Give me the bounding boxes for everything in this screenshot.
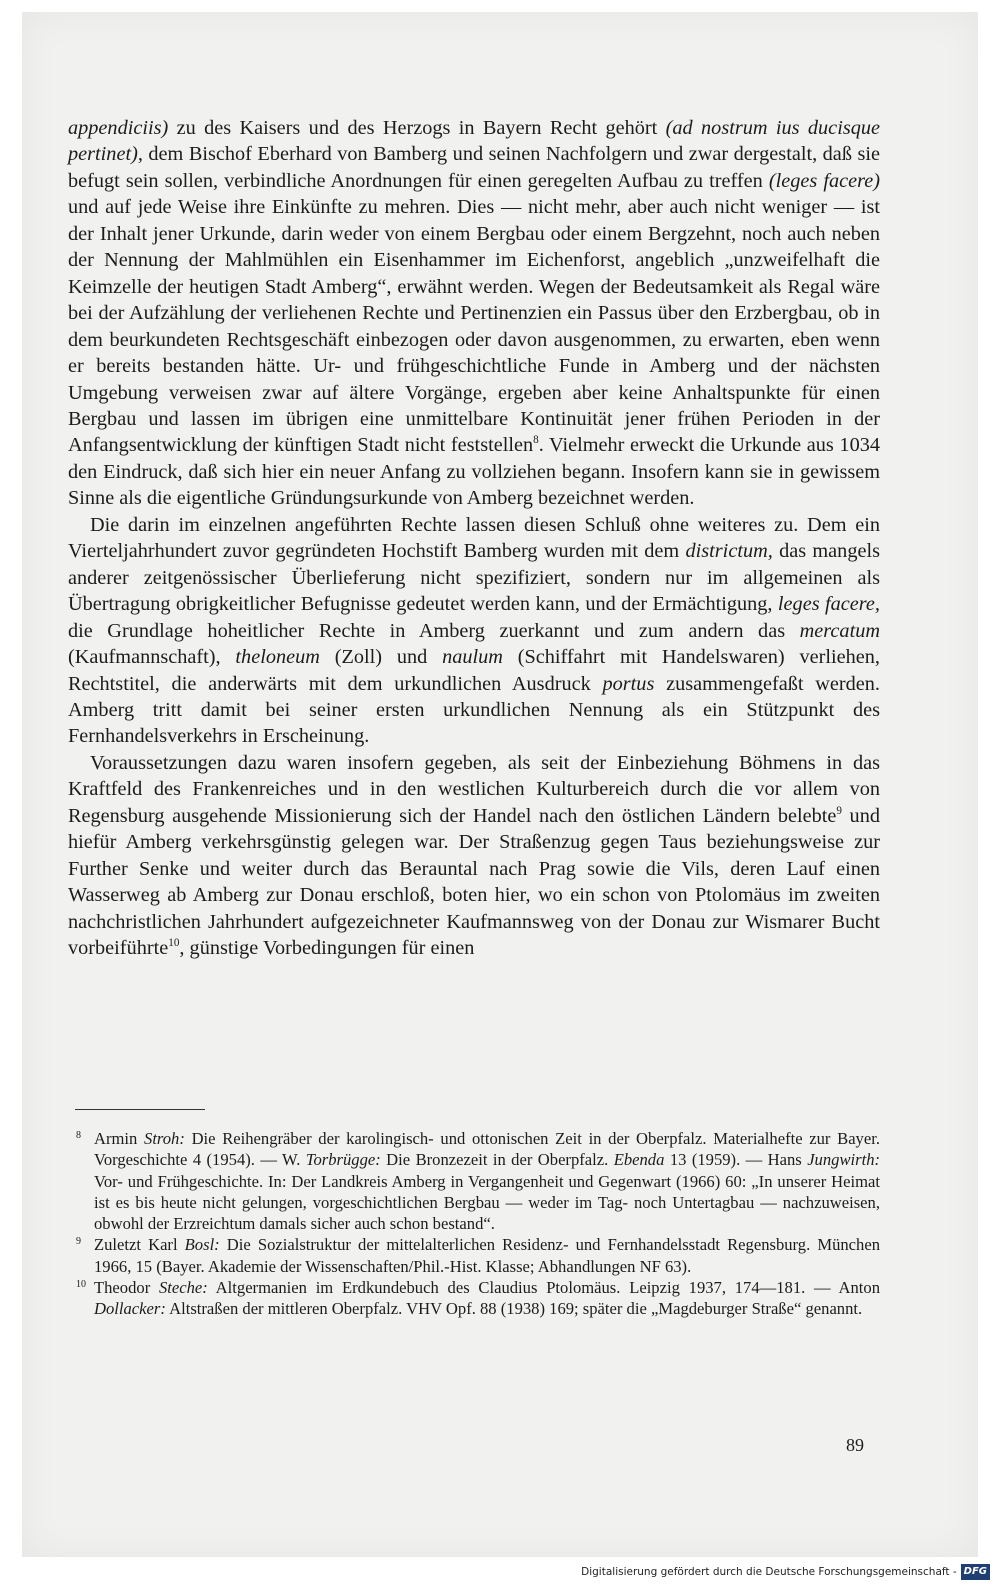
italic-text: naulum xyxy=(442,646,503,669)
footnote-reference: 8 xyxy=(533,434,539,447)
text-run: (Schiffahrt mit Handelswaren) verliehen, Rechtstitel, die anderwärts mit dem urkundlichen Ausdruck xyxy=(68,646,880,695)
footnote-reference: 9 xyxy=(836,804,842,817)
text-run: (Zoll) und xyxy=(319,646,443,669)
footnote-mark: 10 xyxy=(76,1279,86,1291)
footnote-mark: 9 xyxy=(76,1236,81,1248)
italic-text: Bosl: xyxy=(184,1235,220,1255)
footnote-10 xyxy=(76,1277,880,1320)
text-run: dem Bischof Eberhard von Bamberg und seinen Nachfolgern und zwar dergestalt, daß sie befugt sein sollen, verbindliche Anordnungen für einen geregelten Aufbau zu treffen xyxy=(68,143,880,192)
text-run: 13 (1959). — Hans xyxy=(664,1150,808,1170)
italic-text: appendiciis) xyxy=(68,117,169,139)
footnote-text xyxy=(94,1278,880,1318)
text-run: Die Bronzezeit in der Oberpfalz. xyxy=(380,1150,614,1170)
text-run: , günstige Vorbedingungen für einen xyxy=(179,937,475,960)
digitization-credit xyxy=(581,1562,990,1582)
credit-text: Digitalisierung gefördert durch die Deutsche Forschungsgemeinschaft - xyxy=(581,1566,957,1578)
text-run: Vor- und Frühgeschichte. In: Der Landkreis Amberg in Vergangenheit und Gegenwart (1966) 60: „In unserer Heimat ist es bis heute nicht gelungen, vorgeschichtlichen Bergbau — weder im Tag- noch Untertagbau — nachzuweisen, obwohl der Erzreichtum damals sicher auch schon bestand“. xyxy=(94,1171,880,1234)
footnote-mark: 8 xyxy=(76,1130,81,1141)
footnotes xyxy=(76,1128,880,1320)
text-run: Zuletzt Karl xyxy=(94,1235,185,1255)
footnote-rule xyxy=(75,1109,205,1110)
footnote-text xyxy=(94,1129,880,1233)
italic-text: portus xyxy=(602,672,655,695)
footnote-8 xyxy=(76,1128,880,1234)
italic-text: (ad nostrum ius ducisque pertinet), xyxy=(68,117,880,166)
italic-text: Jungwirth: xyxy=(807,1150,881,1170)
text-run: Die Reihengräber der karolingisch- und ottonischen Zeit in der Oberpfalz. Materialhefte zur Bayer. Vorgeschichte 4 (1954). — W. xyxy=(94,1129,880,1170)
paragraph xyxy=(68,512,880,750)
text-run: Altgermanien im Erdkundebuch des Claudius Ptolomäus. Leipzig 1937, 174—181. — Anton xyxy=(207,1278,880,1298)
text-run: das mangels anderer zeitgenössischer Überlieferung nicht spezifiziert, sondern nur im allgemeinen als Übertragung obrigkeitlicher Befugnisse gedeutet werden kann, und der Ermächtigung, xyxy=(68,540,880,616)
body-text xyxy=(68,115,880,962)
italic-text: districtum, xyxy=(685,540,773,563)
text-run: Die Sozialstruktur der mittelalterlichen Residenz- und Fernhandelsstadt Regensburg. München 1966, 15 (Bayer. Akademie der Wissenschaften/Phil.-Hist. Klasse; Abhandlungen NF 63). xyxy=(94,1235,880,1276)
italic-text: Stroh: xyxy=(144,1129,185,1148)
italic-text: Dollacker: xyxy=(94,1299,166,1319)
italic-text: Ebenda xyxy=(613,1150,665,1170)
italic-text: mercatum xyxy=(799,619,880,642)
italic-text: leges facere, xyxy=(777,593,880,616)
text-run: Die darin im einzelnen angeführten Rechte lassen diesen Schluß ohne weiteres zu. Dem ein Vierteljahrhundert zuvor gegründeten Hochstift Bamberg wurden mit dem xyxy=(68,513,880,563)
text-run: die Grundlage hoheitlicher Rechte in Amberg zuerkannt und zum andern das xyxy=(68,619,800,642)
text-run: Armin xyxy=(94,1129,145,1148)
italic-text: Torbrügge: xyxy=(305,1150,381,1170)
footnote-9 xyxy=(76,1234,880,1277)
text-run: Altstraßen der mittleren Oberpfalz. VHV Opf. 88 (1938) 169; später die „Magdeburger Straße“ genannt. xyxy=(165,1299,863,1319)
paragraph xyxy=(68,115,880,512)
text-run: Theodor xyxy=(94,1278,159,1298)
text-run: Voraussetzungen dazu waren insofern gegeben, als seit der Einbeziehung Böhmens in das Kraftfeld des Frankenreiches und in den westlichen Kulturbereich durch die vor allem von Regensburg ausgehende Missionierung sich der Handel nach den östlichen Ländern belebte xyxy=(68,751,880,827)
text-run: zusammengefaßt werden. Amberg tritt damit bei seiner ersten urkundlichen Nennung als ein Stützpunkt des Fernhandelsverkehrs in Erscheinung. xyxy=(68,672,880,748)
page-number: 89 xyxy=(846,1435,864,1455)
footnote-text xyxy=(94,1235,880,1275)
italic-text: theloneum xyxy=(235,646,320,669)
paragraph xyxy=(68,750,880,962)
footnote-reference: 10 xyxy=(168,937,180,950)
text-run: . Vielmehr erweckt die Urkunde aus 1034 den Eindruck, daß sich hier ein neuer Anfang zu vollziehen begann. Insofern kann sie in gewissem Sinne als die eigentliche Gründungsurkunde von Amberg bezeichnet werden. xyxy=(68,434,880,510)
italic-text: (leges facere) xyxy=(768,169,880,192)
text-run: und auf jede Weise ihre Einkünfte zu mehren. Dies — nicht mehr, aber auch nicht weniger — ist der Inhalt jener Urkunde, darin weder von einem Bergbau oder einem Bergzehnt, noch auch neben der Nennung der Mahlmühlen ein Eisenhammer im Eichenforst, angeblich „unzweifelhaft die Keimzelle der heutigen Stadt Amberg“, erwähnt werden. Wegen der Bedeutsamkeit als Regal wäre bei der Aufzählung der verliehenen Rechte und Pertinenzien ein Passus über den Erzbergbau, ob in dem beurkundeten Rechtsgeschäft einbezogen oder davon ausgenommen, zu erwarten, eben wenn er bereits bestanden hätte. Ur- und frühgeschichtliche Funde in Amberg und der nächsten Umgebung verweisen zwar auf ältere Vorgänge, ergeben aber keine Anhaltspunkte für einen Bergbau und lassen im übrigen eine unmittelbare Kontinuität jener frühen Perioden in der Anfangsentwicklung der künftigen Stadt nicht feststellen xyxy=(68,196,880,457)
italic-text: Steche: xyxy=(159,1278,208,1298)
text-run: (Kaufmannschaft), xyxy=(68,646,236,669)
dfg-logo-icon: DFG xyxy=(961,1564,990,1580)
text-run: zu des Kaisers und des Herzogs in Bayern Recht gehört xyxy=(168,117,666,139)
text-run: und hiefür Amberg verkehrsgünstig gelegen war. Der Straßenzug gegen Taus beziehungsweise zur Further Senke und weiter durch das Berauntal nach Prag sowie die Vils, deren Lauf einen Wasserweg ab Amberg zur Donau erschloß, boten hier, wo ein schon von Ptolomäus im zweiten nachchristlichen Jahrhundert aufgezeichneter Kaufmannsweg von der Donau zur Wismarer Bucht vorbeiführte xyxy=(68,804,880,960)
